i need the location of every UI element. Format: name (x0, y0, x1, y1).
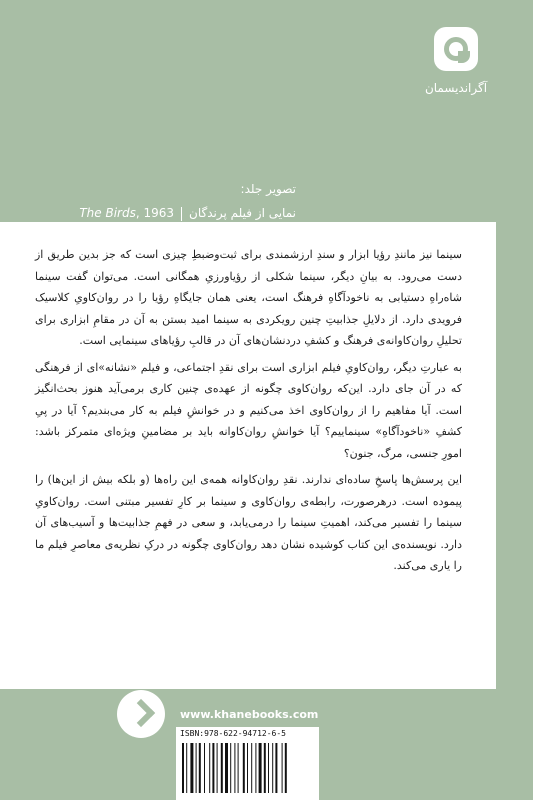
barcode-graphic (182, 743, 313, 793)
barcode-bar (209, 743, 210, 793)
publisher-name: آگراندیسمان (424, 81, 488, 95)
barcode-bar (190, 743, 193, 793)
barcode-bar (268, 743, 269, 793)
barcode-bar (221, 743, 223, 793)
film-year: 1963 (143, 206, 175, 220)
cover-credit-line (60, 202, 296, 224)
barcode-bar (264, 743, 266, 793)
cover-credit (60, 180, 296, 224)
blurb-paragraph: سینما نیز مانندِ رؤیا ابزار و سندِ ارزشمندی برای ثبت‌وضبطِ چیزی است که جز بدین طریق از دست می‌رود. به بیانِ دیگر، سینما شکلی از رؤیاورزیِ همگانی است. می‌توان گفت سینما شاه‌راهِ دستیابی به ناخودآگاهِ فرهنگ است، یعنی همان جایگاهِ رؤیا را در روان‌کاویِ کلاسیک فرویدی دارد. از دلایلِ جذابیتِ چنین رویکردی به سینما امید بستن به آن در مقامِ ابزاری برای تحلیلِ روان‌کاوانه‌ی فرهنگ و کشفِ دردنشان‌های آن در قالبِ رؤیاهای سینمایی است. (35, 248, 462, 347)
magnifier-icon (434, 27, 478, 71)
store-logo (117, 690, 165, 738)
website-url: www.khanebooks.com (180, 708, 319, 721)
barcode-bar (186, 743, 187, 793)
barcode-bar (196, 743, 197, 793)
barcode-bar (247, 743, 248, 793)
blurb-panel (0, 222, 496, 689)
barcode-bar (272, 743, 273, 793)
barcode-bar (243, 743, 245, 793)
isbn-barcode (176, 727, 319, 800)
barcode-bar (204, 743, 205, 793)
barcode-bar (275, 743, 277, 793)
barcode-bar (234, 743, 235, 793)
film-title: The Birds (79, 206, 136, 220)
divider (181, 207, 182, 221)
barcode-bar (255, 743, 256, 793)
cover-credit-caption: نمایی از فیلم پرندگان (189, 206, 296, 220)
barcode-bar (282, 743, 283, 793)
chevron-right-icon (127, 699, 155, 727)
barcode-bar (199, 743, 201, 793)
barcode-bar (182, 743, 184, 793)
isbn-text: ISBN:978-622-94712-6-5 (180, 729, 286, 738)
cover-credit-label: تصویر جلد: (240, 182, 296, 196)
blurb-paragraph: به عبارتِ دیگر، روان‌کاویِ فیلم ابزاری است برای نقدِ اجتماعی، و فیلم «نشانه»‌ای از فرهنگی که در آن جای دارد. این‌که روان‌کاوی چگونه از عهده‌ی چنین کاری برمی‌آید هنوز بحث‌انگیز است. آیا مفاهیم را از روان‌کاوی اخذ می‌کنیم و در خوانشِ فیلم به کار می‌بندیم؟ آیا در پیِ کشفِ «ناخودآگاهِ» سینماییم؟ آیا خوانشِ روان‌کاوانه باید بر مضامینِ ویژه‌ای متمرکز باشد: امورِ جنسی، مرگ، جنون؟ (35, 360, 462, 460)
publisher-logo (420, 27, 492, 107)
blurb-text (35, 244, 462, 582)
film-reference: The Birds, 1963 (79, 206, 175, 220)
barcode-bar (251, 743, 252, 793)
barcode-bar (259, 743, 262, 793)
barcode-bar (225, 743, 228, 793)
barcode-bar (238, 743, 239, 793)
barcode-bar (212, 743, 214, 793)
barcode-bar (217, 743, 218, 793)
barcode-bar (285, 743, 287, 793)
barcode-bar (230, 743, 231, 793)
blurb-paragraph: این پرسش‌ها پاسخِ ساده‌ای ندارند. نقدِ روان‌کاوانه همه‌ی این راه‌ها (و بلکه بیش از این‌ها) را پیموده است. درهرصورت، رابطه‌ی روان‌کاوی و سینما بر کارِ تفسیر مبتنی است. روان‌کاویِ سینما را تفسیر می‌کند، اهمیتِ سینما را درمی‌یابد، و سعی در فهمِ جذابیت‌ها و آسیب‌های آن دارد. نویسنده‌ی این کتاب کوشیده نشان دهد روان‌کاوی چگونه در درکِ نظریه‌ی معاصرِ فیلم ما را یاری می‌کند. (35, 473, 462, 572)
